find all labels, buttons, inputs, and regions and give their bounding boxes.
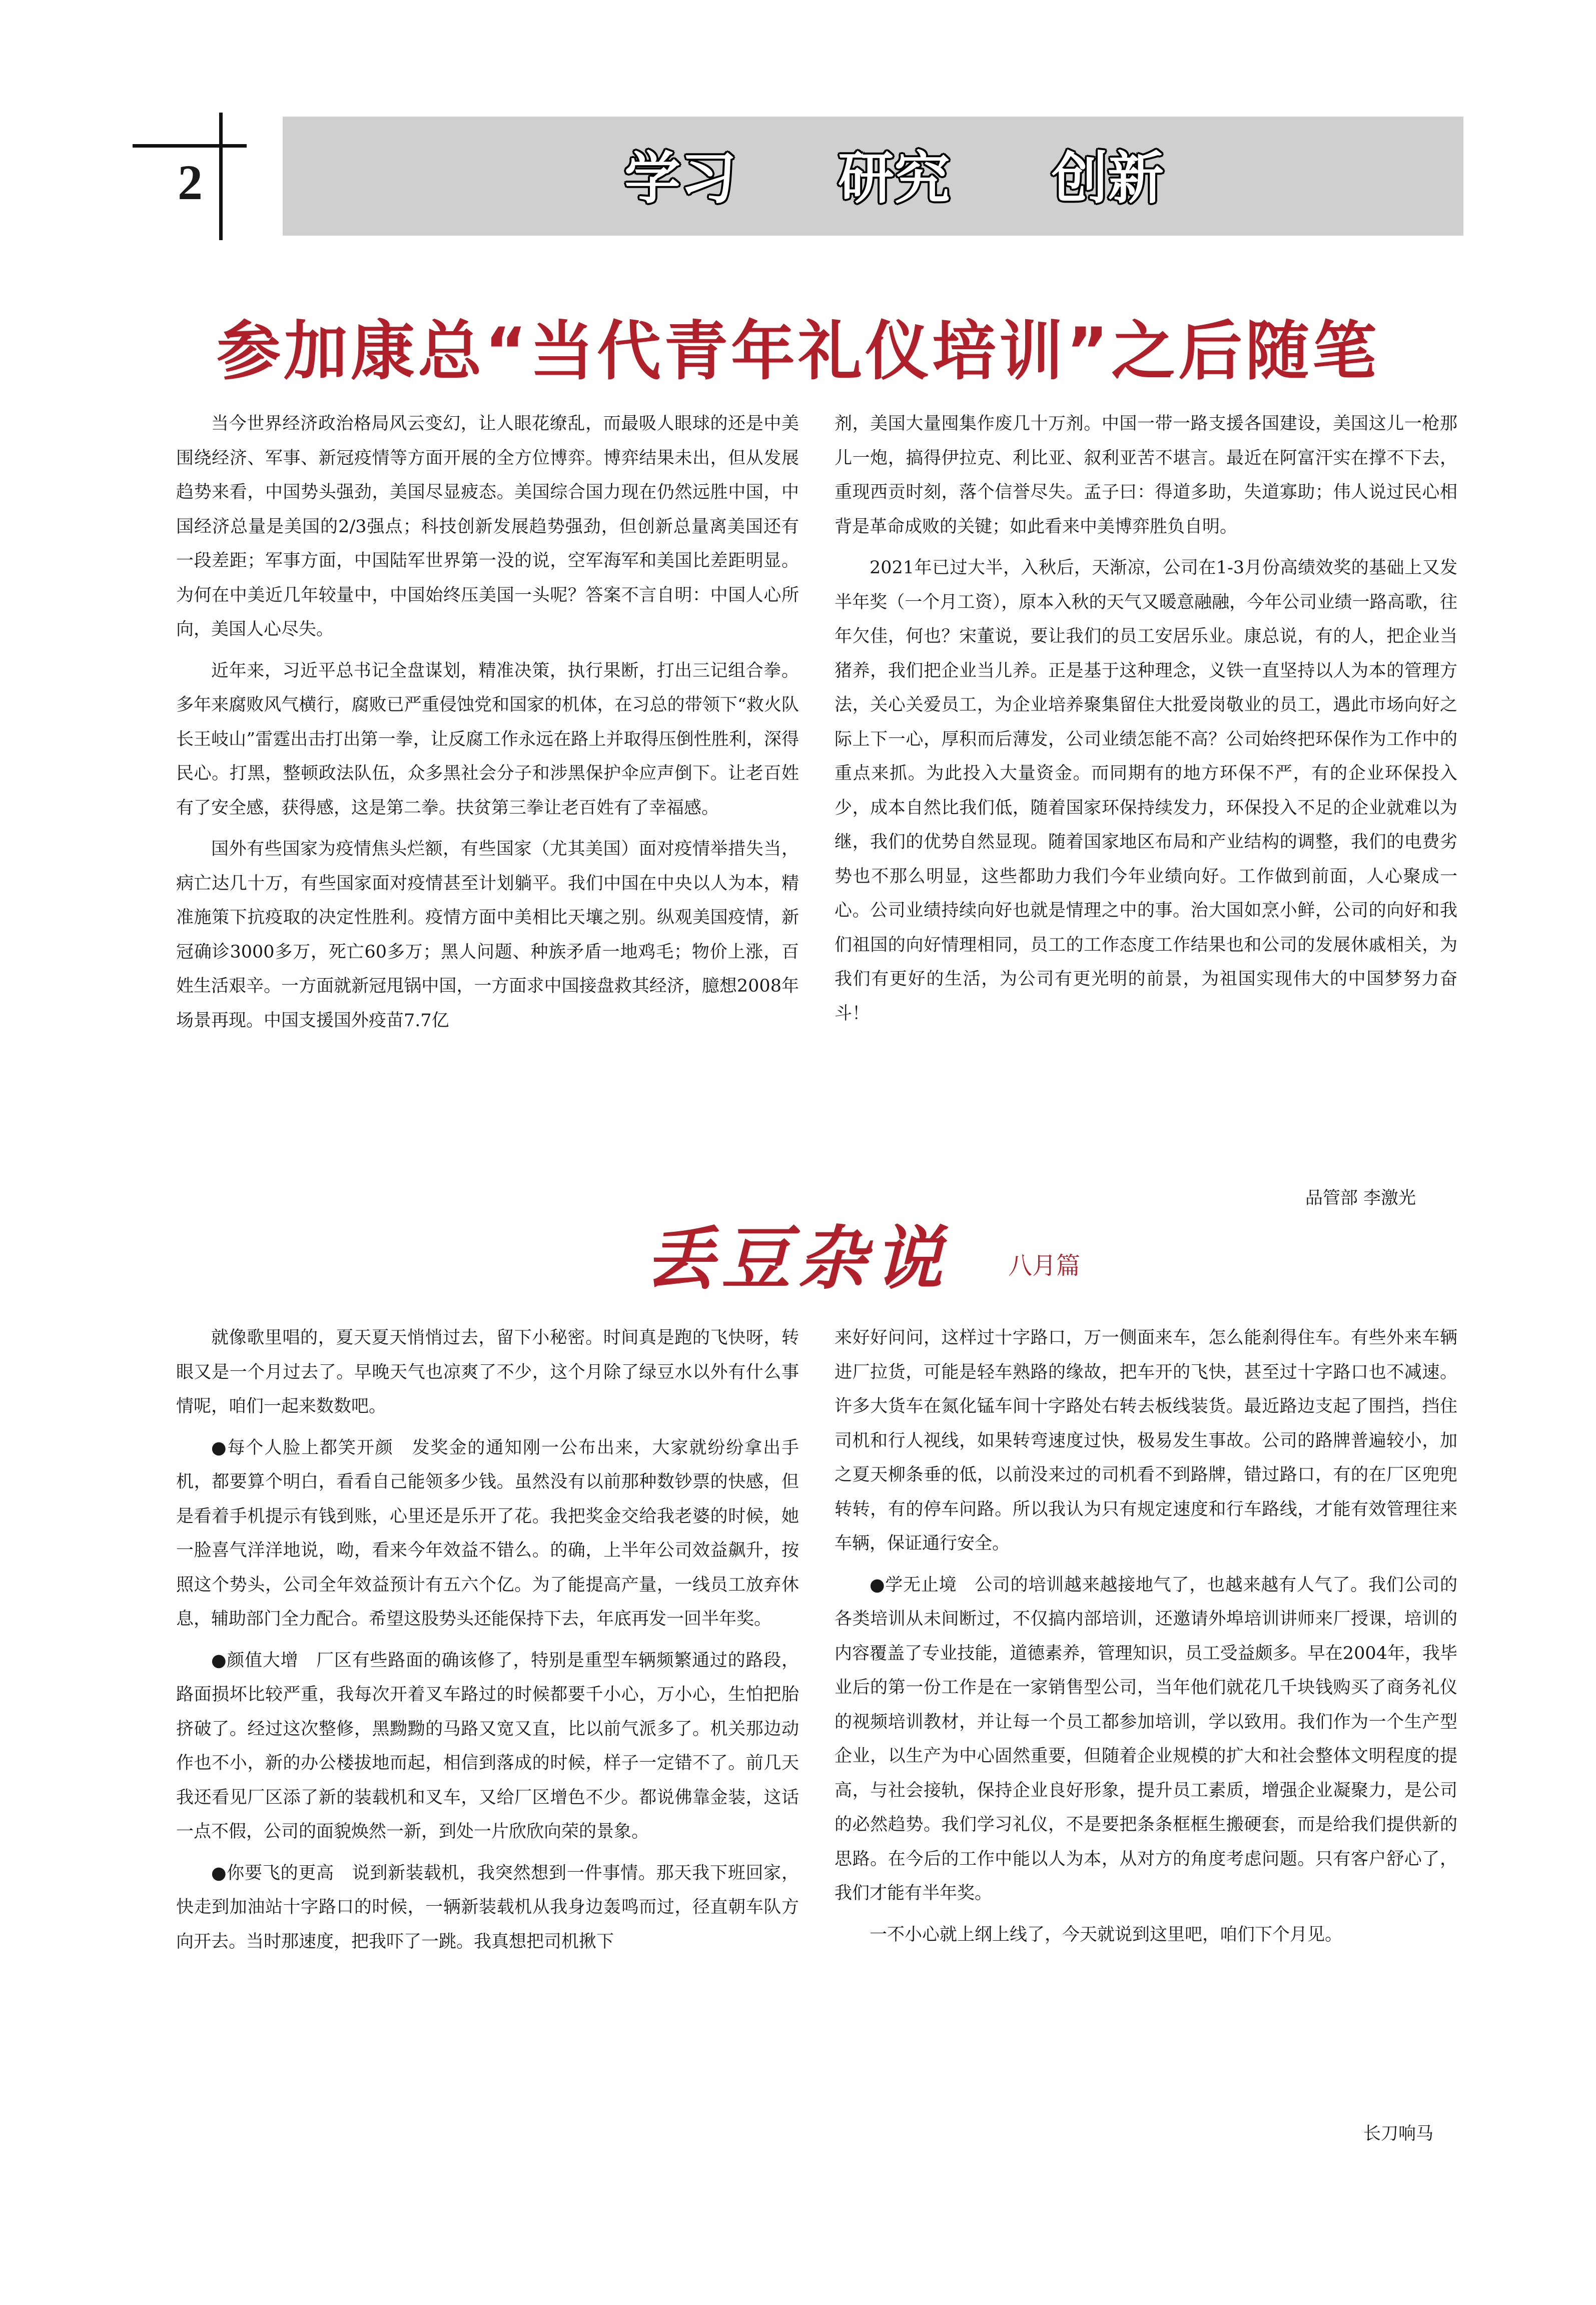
article1-column-right	[835, 407, 1457, 1031]
article2-paragraph: 一不小心就上纲上线了，今天就说到这里吧，咱们下个月见。	[870, 1924, 1343, 1945]
banner-word-innovation: 创新	[1052, 146, 1164, 211]
header-rule-vertical	[219, 113, 223, 240]
header-rule-horizontal	[133, 144, 247, 148]
article1-column-left	[176, 407, 799, 1038]
article1-paragraph: 2021年已过大半，入秋后，天渐凉，公司在1-3月份高绩效奖的基础上又发半年奖（一个月工资），原本入秋的天气又暖意融融，今年公司业绩一路高歌，往年欠佳，何也？宋董说，要让我们的员工安居乐业。康总说，有的人，把企业当猪养，我们把企业当儿养。正是基于这种理念，义铁一直坚持以人为本的管理方法，关心关爱员工，为企业培养聚集留住大批爱岗敬业的员工，遇此市场向好之际上下一心，厚积而后薄发，公司业绩怎能不高？公司始终把环保作为工作中的重点来抓。为此投入大量资金。而同期有的地方环保不严，有的企业环保投入少，成本自然比我们低，随着国家环保持续发力，环保投入不足的企业就难以为继，我们的优势自然显现。随着国家地区布局和产业结构的调整，我们的电费劣势也不那么明显，这些都助力我们今年业绩向好。工作做到前面，人心聚成一心。公司业绩持续向好也就是情理之中的事。治大国如烹小鲜，公司的向好和我们祖国的向好情理相同，员工的工作态度工作结果也和公司的发展休戚相关，为我们有更好的生活，为公司有更光明的前景，为祖国实现伟大的中国梦努力奋斗！	[835, 558, 1457, 1024]
article2-bullet-paragraph: ●你要飞的更高 说到新装载机，我突然想到一件事情。那天我下班回家，快走到加油站十字路口的时候，一辆新装载机从我身边轰鸣而过，径直朝车队方向开去。当时那速度，把我吓了一跳。我真想把司机揪下	[176, 1863, 799, 1952]
article1-paragraph: 当今世界经济政治格局风云变幻，让人眼花缭乱，而最吸人眼球的还是中美围绕经济、军事、新冠疫情等方面开展的全方位博弈。博弈结果未出，但从发展趋势来看，中国势头强劲，美国尽显疲态。美国综合国力现在仍然远胜中国，中国经济总量是美国的2/3强点；科技创新发展趋势强劲，但创新总量离美国还有一段差距；军事方面，中国陆军世界第一没的说，空军海军和美国比差距明显。为何在中美近几年较量中，中国始终压美国一头呢？答案不言自明：中国人心所向，美国人心尽失。	[176, 414, 799, 639]
article1-paragraph: 近年来，习近平总书记全盘谋划，精准决策，执行果断，打出三记组合拳。多年来腐败风气横行，腐败已严重侵蚀党和国家的机体，在习总的带领下“救火队长王岐山”雷霆出击打出第一拳，让反腐工作永远在路上并取得压倒性胜利，深得民心。打黑，整顿政法队伍，众多黑社会分子和涉黑保护伞应声倒下。让老百姓有了安全感，获得感，这是第二拳。扶贫第三拳让老百姓有了幸福感。	[176, 660, 799, 818]
article1-title: 参加康总“当代青年礼仪培训”之后随笔	[216, 314, 1380, 389]
article2-bullet-paragraph: ●每个人脸上都笑开颜 发奖金的通知刚一公布出来，大家就纷纷拿出手机，都要算个明白，看看自己能领多少钱。虽然没有以前那种数钞票的快感，但是看着手机提示有钱到账，心里还是乐开了花。我把奖金交给我老婆的时候，她一脸喜气洋洋地说，呦，看来今年效益不错么。的确，上半年公司效益飙升，按照这个势头，公司全年效益预计有五六个亿。为了能提高产量，一线员工放弃休息，辅助部门全力配合。希望这股势头还能保持下去，年底再发一回半年奖。	[176, 1437, 799, 1629]
article2-paragraph: 就像歌里唱的，夏天夏天悄悄过去，留下小秘密。时间真是跑的飞快呀，转眼又是一个月过去了。早晚天气也凉爽了不少，这个月除了绿豆水以外有什么事情呢，咱们一起来数数吧。	[176, 1328, 799, 1416]
article2-subtitle: 八月篇	[1008, 1252, 1081, 1280]
article2-column-right	[835, 1321, 1457, 1952]
article2-paragraph: 来好好问问，这样过十字路口，万一侧面来车，怎么能刹得住车。有些外来车辆进厂拉货，可能是轻车熟路的缘故，把车开的飞快，甚至过十字路口也不减速。许多大货车在氮化锰车间十字路处右转去板线装货。最近路边支起了围挡，挡住司机和行人视线，如果转弯速度过快，极易发生事故。公司的路牌普遍较小，加之夏天柳条垂的低，以前没来过的司机看不到路牌，错过路口，有的在厂区兜兜转转，有的停车问路。所以我认为只有规定速度和行车路线，才能有效管理往来车辆，保证通行安全。	[835, 1328, 1457, 1554]
article2-signature: 长刀响马	[1363, 2124, 1433, 2144]
article2-bullet-paragraph: ●颜值大增 厂区有些路面的确该修了，特别是重型车辆频繁通过的路段，路面损坏比较严重，我每次开着叉车路过的时候都要千小心，万小心，生怕把胎挤破了。经过这次整修，黑黝黝的马路又宽又直，比以前气派多了。机关那边动作也不小，新的办公楼拔地而起，相信到落成的时候，样子一定错不了。前几天我还看见厂区添了新的装载机和叉车，又给厂区增色不少。都说佛靠金装，这话一点不假，公司的面貌焕然一新，到处一片欣欣向荣的景象。	[176, 1650, 799, 1842]
article2-title: 丢豆杂说	[645, 1217, 950, 1299]
page-number: 2	[178, 155, 203, 210]
article2-column-left	[176, 1321, 799, 1959]
article1-paragraph: 剂，美国大量囤集作废几十万剂。中国一带一路支援各国建设，美国这儿一枪那儿一炮，搞得伊拉克、利比亚、叙利亚苦不堪言。最近在阿富汗实在撑不下去，重现西贡时刻，落个信誉尽失。孟子曰：得道多助，失道寡助；伟人说过民心相背是革命成败的关键；如此看来中美博弈胜负自明。	[835, 414, 1457, 537]
banner-word-study: 学习	[624, 146, 736, 211]
banner-word-research: 研究	[838, 146, 950, 211]
article1-paragraph: 国外有些国家为疫情焦头烂额，有些国家（尤其美国）面对疫情举措失当，病亡达几十万，有些国家面对疫情甚至计划躺平。我们中国在中央以人为本，精准施策下抗疫取的决定性胜利。疫情方面中美相比天壤之别。纵观美国疫情，新冠确诊3000多万，死亡60多万；黑人问题、种族矛盾一地鸡毛；物价上涨，百姓生活艰辛。一方面就新冠甩锅中国，一方面求中国接盘救其经济，臆想2008年场景再现。中国支援国外疫苗7.7亿	[176, 839, 799, 1031]
article2-bullet-paragraph: ●学无止境 公司的培训越来越接地气了，也越来越有人气了。我们公司的各类培训从未间断过，不仅搞内部培训，还邀请外埠培训讲师来厂授课，培训的内容覆盖了专业技能，道德素养，管理知识，员工受益颇多。早在2004年，我毕业后的第一份工作是在一家销售型公司，当年他们就花几千块钱购买了商务礼仪的视频培训教材，并让每一个员工都参加培训，学以致用。我们作为一个生产型企业，以生产为中心固然重要，但随着企业规模的扩大和社会整体文明程度的提高，与社会接轨，保持企业良好形象，提升员工素质，增强企业凝聚力，是公司的必然趋势。我们学习礼仪，不是要把条条框框生搬硬套，而是给我们提供新的思路。在今后的工作中能以人为本，从对方的角度考虑问题。只有客户舒心了，我们才能有半年奖。	[835, 1575, 1457, 1903]
article1-signature: 品管部 李激光	[1305, 1188, 1416, 1208]
section-banner	[283, 117, 1463, 236]
